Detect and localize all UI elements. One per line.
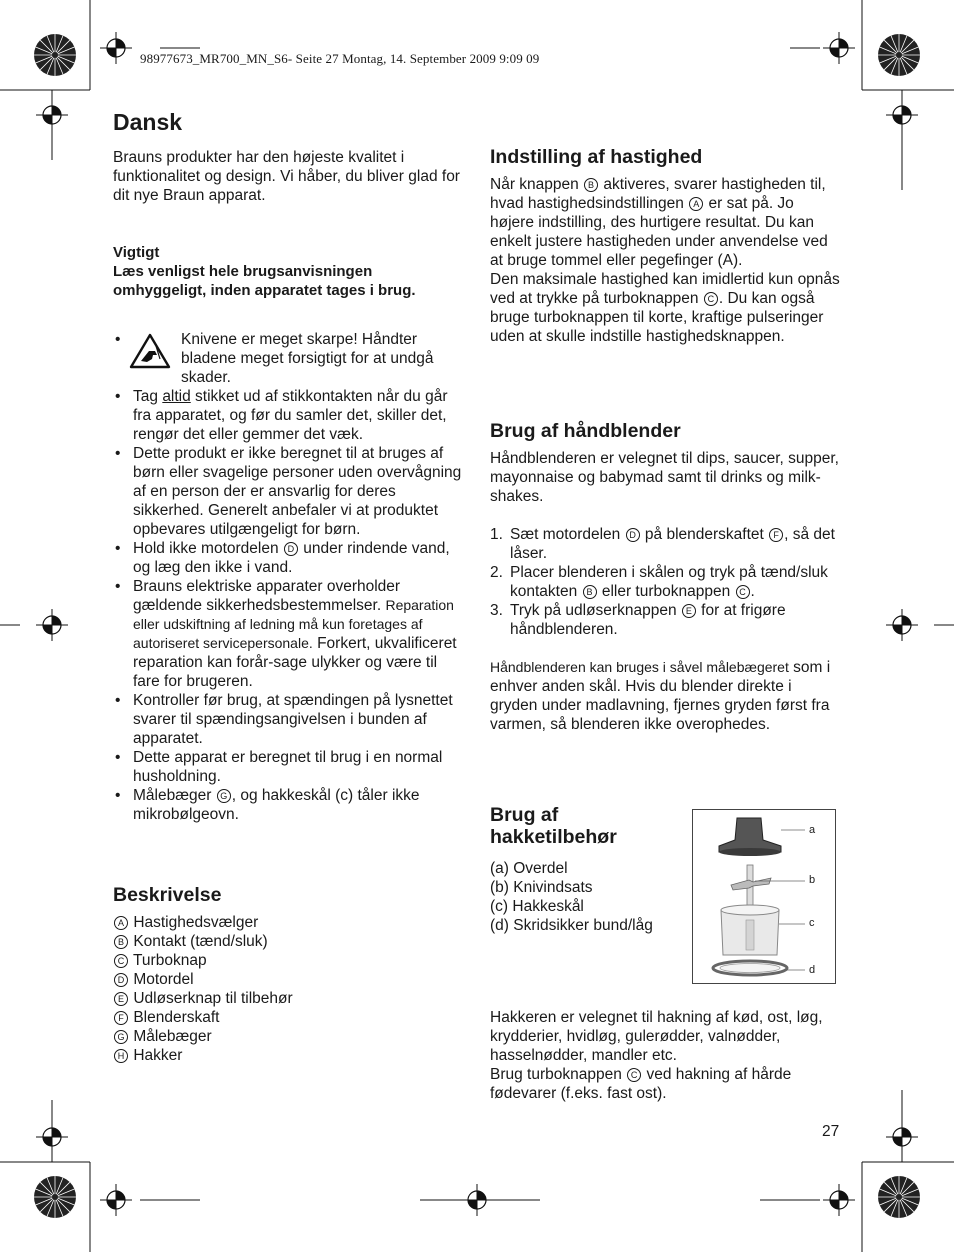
- list-item: F Blenderskaft: [113, 1008, 465, 1027]
- list-item: G Målebæger: [113, 1027, 465, 1046]
- chopper-paragraph-2: Brug turboknappen C ved hakning af hårde fødevarer (f.eks. fast ost).: [490, 1066, 792, 1102]
- chopper-usage: [490, 1008, 840, 1103]
- speed-paragraph-2: Den maksimale hastighed kan imidlertid kun opnås ved at trykke på turboknappen C . Du kan også bruge turboknappen til korte, kraftige pulseringer uden at skulle indstille hastighedsknappen.: [490, 271, 840, 345]
- letter-marker: B: [583, 585, 597, 599]
- description-list: [113, 913, 465, 1065]
- chopper-parts: [490, 859, 680, 935]
- blender-intro: Håndblenderen er velegnet til dips, saucer, supper, mayonnaise og babymad samt til drinks og milk-: [490, 450, 839, 486]
- left-column: [113, 148, 465, 824]
- list-item: 1. Sæt motordelen D på blenderskaftet F , så det låser.: [490, 526, 835, 562]
- speed-paragraph-1: Når knappen B aktiveres, svarer hastigheden til, hvad hastighedsindstillingen A er sat på. Jo højere indstilling, des hurtigere resultat. Du kan enkelt justere hastigheden under anvendelse ved at bruge tommel eller pegefinger (A).: [490, 176, 828, 269]
- letter-marker: E: [114, 992, 128, 1006]
- letter-marker: D: [626, 528, 640, 542]
- important-text: Læs venligst hele brugsanvisningen omhyggeligt, inden apparatet tages i brug.: [113, 263, 416, 299]
- figure-label-a: a: [809, 824, 816, 836]
- list-item: H Hakker: [113, 1046, 465, 1065]
- figure-label-c: c: [809, 917, 815, 929]
- list-item: 2. Placer blenderen i skålen og tryk på tænd/sluk kontakten B eller turboknappen C .: [490, 564, 828, 600]
- letter-marker: G: [217, 789, 231, 803]
- letter-marker: F: [769, 528, 783, 542]
- list-item: (b) Knivindsats: [490, 879, 593, 896]
- blender-intro-cont: shakes.: [490, 488, 544, 505]
- list-item: • Hold ikke motordelen D under rindende vand, og læg den ikke i vand.: [113, 539, 465, 577]
- letter-marker: C: [736, 585, 750, 599]
- list-item: B Kontakt (tænd/sluk): [113, 932, 465, 951]
- list-item: A Hastighedsvælger: [113, 913, 465, 932]
- list-item: E Udløserknap til tilbehør: [113, 989, 465, 1008]
- list-item: D Motordel: [113, 970, 465, 989]
- letter-marker: H: [114, 1049, 128, 1063]
- list-item: (a) Overdel: [490, 860, 568, 877]
- list-item: • Tag altid stikket ud af stikkontakten når du går fra apparatet, og før du samler det, skiller det, rengør det eller gemmer det væk.: [113, 387, 465, 444]
- print-header: 98977673_MR700_MN_S6- Seite 27 Montag, 14. September 2009 9:09 09: [140, 51, 540, 66]
- list-item: (c) Hakkeskål: [490, 898, 584, 915]
- list-item: • Målebæger G , og hakkeskål (c) tåler ikke mikrobølgeovn.: [113, 786, 465, 824]
- description-heading: Beskrivelse: [113, 884, 222, 906]
- letter-marker: F: [114, 1011, 128, 1025]
- letter-marker: E: [682, 604, 696, 618]
- letter-marker: B: [114, 935, 128, 949]
- blender-steps: [490, 525, 840, 639]
- description-section: [113, 884, 465, 1065]
- blender-section: [490, 420, 840, 734]
- letter-marker: D: [114, 973, 128, 987]
- underlined-word: altid: [162, 388, 191, 405]
- speed-heading: Indstilling af hastighed: [490, 146, 703, 168]
- chopper-section: [490, 804, 680, 935]
- list-item: • Dette produkt er ikke beregnet til at bruges af børn eller svagelige personer uden overvågning af en person der er ansvarlig for deres sikkerhed. Generelt anbefaler vi at produktet opbevares utilgængeligt for børn.: [113, 444, 465, 539]
- page-number: 27: [822, 1123, 840, 1140]
- list-item: (d) Skridsikker bund/låg: [490, 917, 653, 934]
- list-item: [113, 330, 465, 387]
- list-item: • Kontroller før brug, at spændingen på lysnettet svarer til spændingsangivelsen i bunden af apparatet.: [113, 691, 465, 748]
- warning-text: Knivene er meget skarpe! Håndter bladene meget forsigtigt for at undgå skader.: [181, 331, 434, 386]
- blender-note: Håndblenderen kan bruges i såvel målebægeret som i enhver anden skål. Hvis du blender direkte i gryden under madlavning, fjernes gryden først fra varmen, så blenderen ikke overophedes.: [490, 659, 831, 733]
- figure-label-d: d: [809, 964, 816, 976]
- list-item: • Brauns elektriske apparater overholder gældende sikkerhedsbestemmelser. Reparation eller udskiftning af ledning må kun foretages af autoriseret servicepersonale. Forkert, ukvalificeret reparation kan forår-sage ulykker og være til fare for brugeren.: [113, 577, 465, 691]
- list-item: • Dette apparat er beregnet til brug i en normal husholdning.: [113, 748, 465, 786]
- speed-section: [490, 146, 840, 346]
- letter-marker: A: [689, 197, 703, 211]
- figure-label-b: b: [809, 874, 816, 886]
- letter-marker: C: [114, 954, 128, 968]
- letter-marker: A: [114, 916, 128, 930]
- chopper-heading: Brug af hakketilbehør: [490, 804, 617, 848]
- chopper-paragraph-1: Hakkeren er velegnet til hakning af kød, ost, løg, krydderier, hvidløg, gulerødder, valnødder, hasselnødder, mandler etc.: [490, 1009, 823, 1064]
- letter-marker: G: [114, 1030, 128, 1044]
- letter-marker: C: [627, 1068, 641, 1082]
- page-title: Dansk: [113, 109, 183, 135]
- list-item: C Turboknap: [113, 951, 465, 970]
- important-heading: Vigtigt: [113, 244, 160, 261]
- safety-list: [113, 330, 465, 824]
- intro-paragraph: Brauns produkter har den højeste kvalitet i funktionalitet og design. Vi håber, du bliver glad for dit nye Braun apparat.: [113, 149, 460, 204]
- blender-heading: Brug af håndblender: [490, 420, 681, 442]
- chopper-illustration: [692, 809, 836, 984]
- list-item: 3. Tryk på udløserknappen E for at frigøre håndblenderen.: [490, 602, 786, 638]
- letter-marker: C: [704, 292, 718, 306]
- letter-marker: D: [284, 542, 298, 556]
- sharp-blade-warning-icon: [129, 333, 171, 369]
- letter-marker: B: [584, 178, 598, 192]
